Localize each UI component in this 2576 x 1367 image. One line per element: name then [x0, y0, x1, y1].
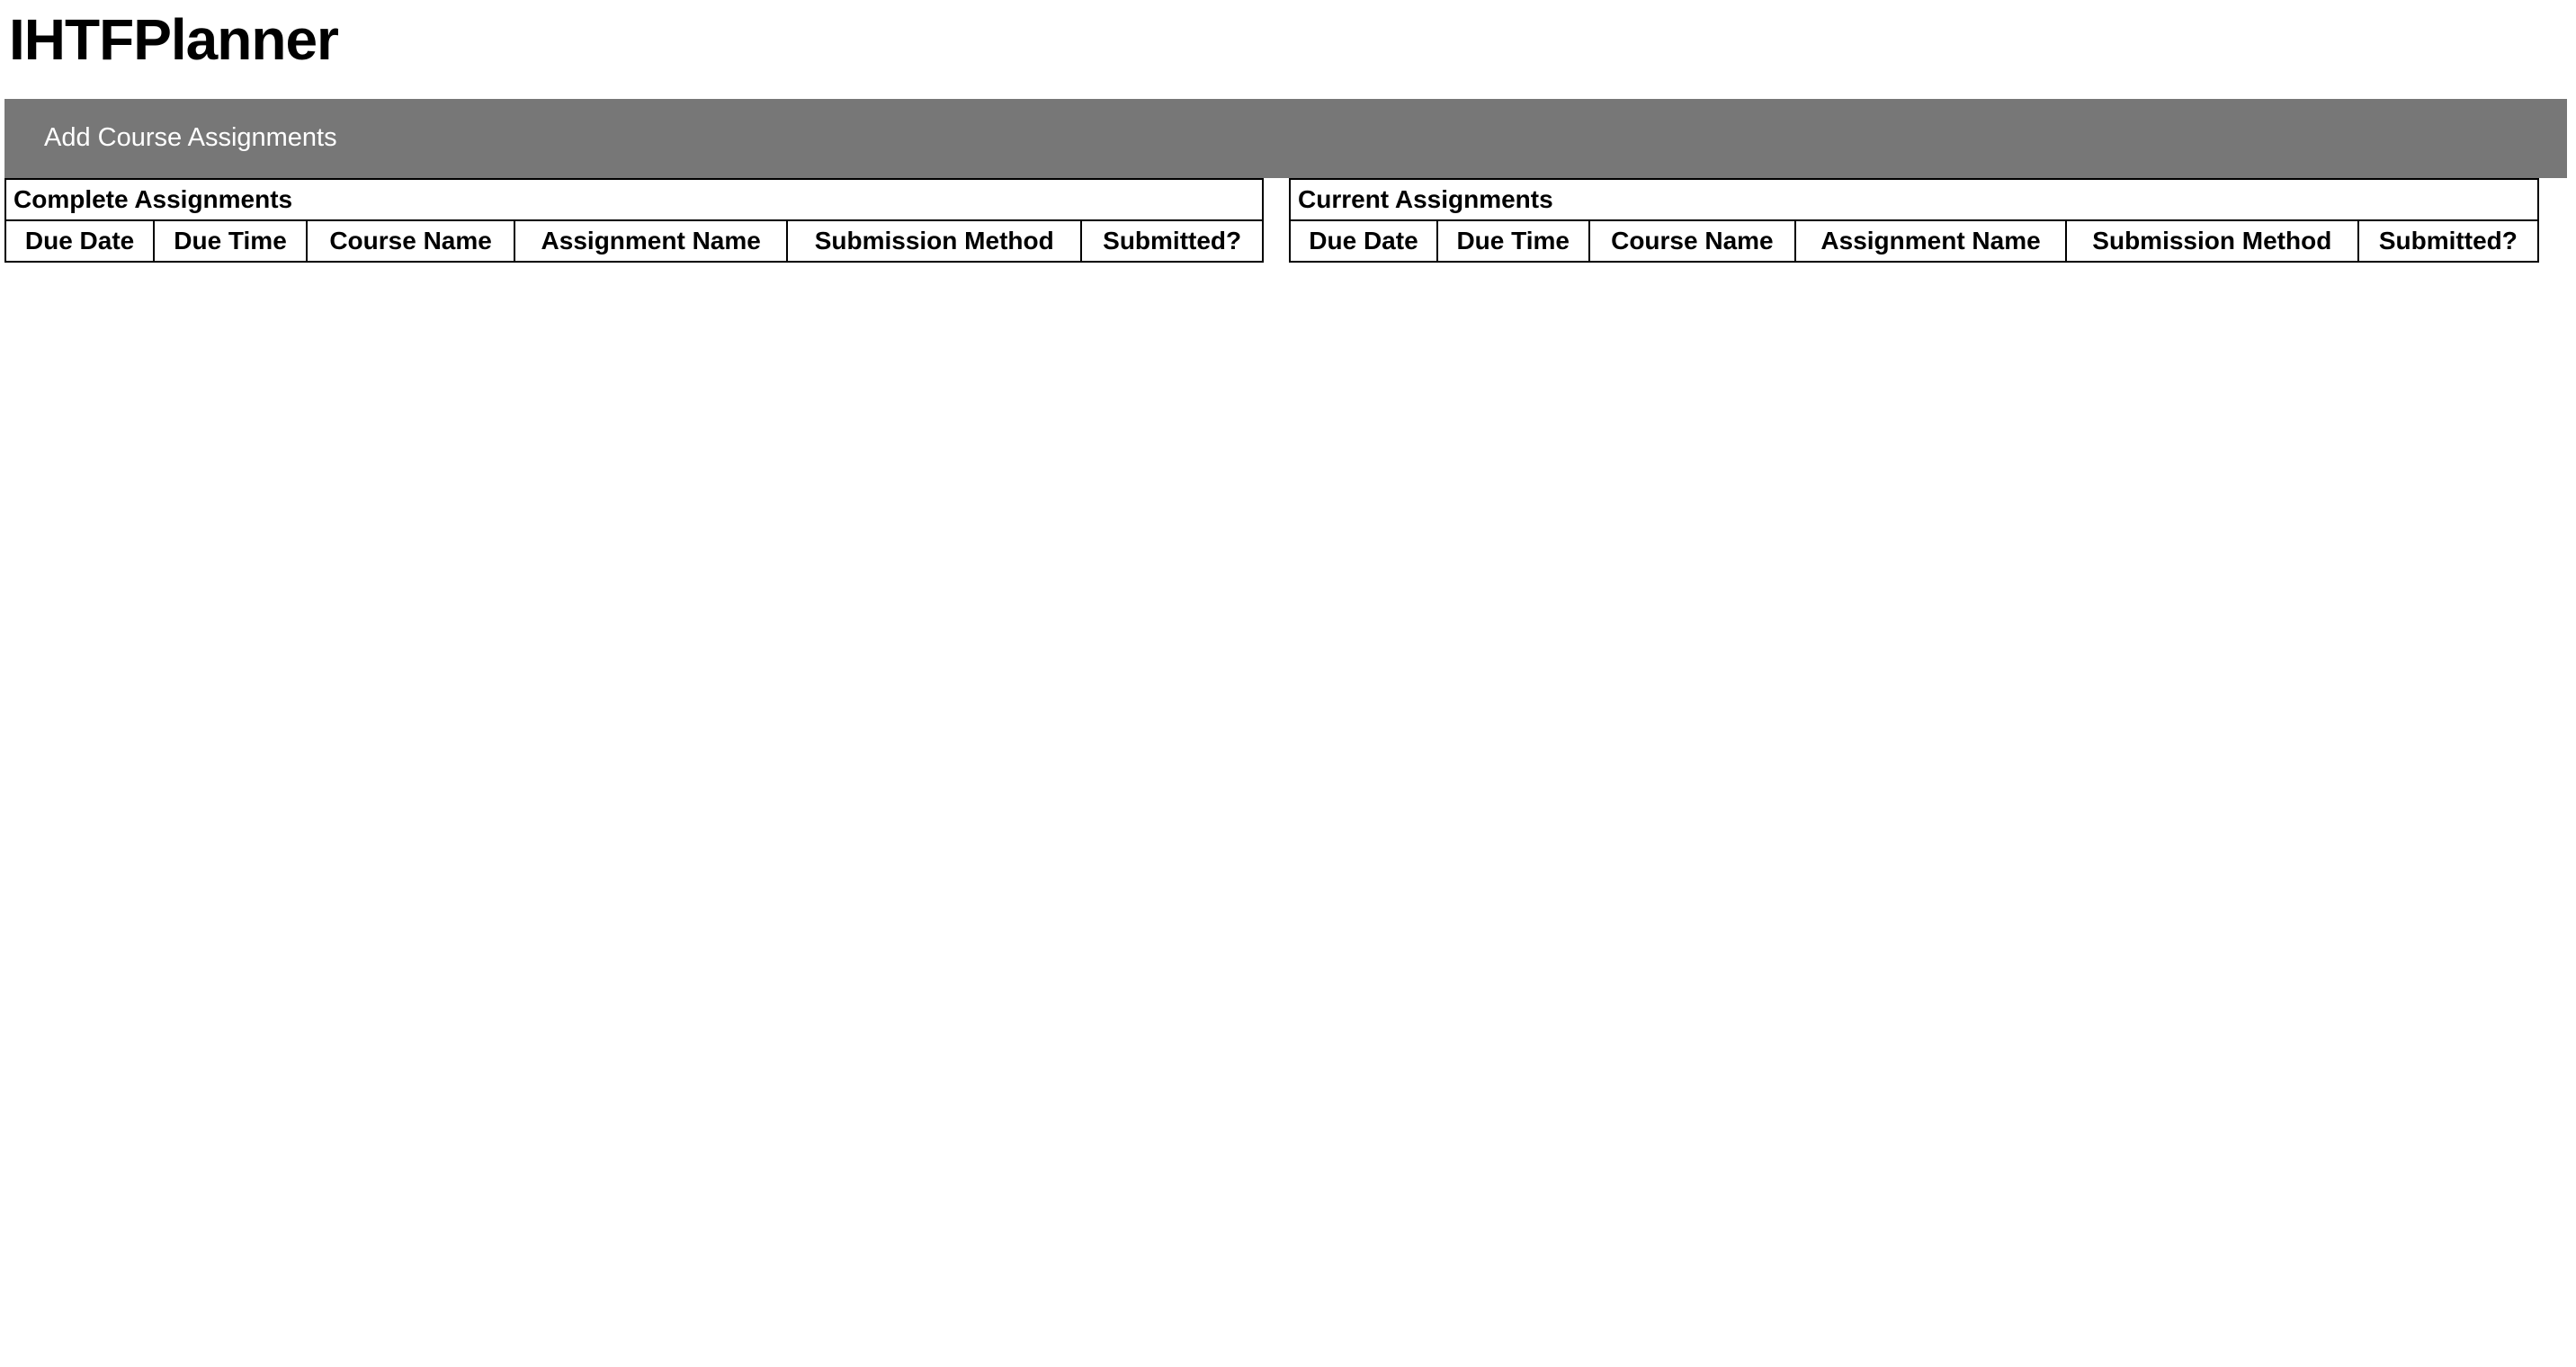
column-header-submitted: Submitted?	[1081, 220, 1263, 262]
complete-assignments-head	[5, 220, 1263, 262]
column-header-assignment-name: Assignment Name	[1795, 220, 2066, 262]
table-header-row	[5, 220, 1263, 262]
column-header-course-name: Course Name	[1589, 220, 1796, 262]
page-title: IHTFPlanner	[9, 7, 338, 72]
column-header-due-date: Due Date	[5, 220, 154, 262]
column-header-submitted: Submitted?	[2358, 220, 2538, 262]
column-header-course-name: Course Name	[307, 220, 514, 262]
column-header-submission-method: Submission Method	[787, 220, 1081, 262]
complete-assignments-section	[4, 178, 1264, 263]
current-assignments-caption: Current Assignments	[1289, 178, 2539, 219]
current-assignments-head	[1290, 220, 2538, 262]
complete-assignments-table	[4, 178, 1264, 263]
current-assignments-table	[1289, 178, 2539, 263]
column-header-due-time: Due Time	[154, 220, 307, 262]
table-header-row	[1290, 220, 2538, 262]
column-header-assignment-name: Assignment Name	[514, 220, 787, 262]
assignments-tables-row	[0, 178, 2576, 263]
current-assignments-section	[1289, 178, 2539, 263]
complete-assignments-caption: Complete Assignments	[4, 178, 1264, 219]
column-header-due-time: Due Time	[1437, 220, 1589, 262]
column-header-due-date: Due Date	[1290, 220, 1437, 262]
add-course-assignments-link[interactable]: Add Course Assignments	[44, 123, 337, 153]
toolbar	[4, 99, 2567, 178]
column-header-submission-method: Submission Method	[2066, 220, 2358, 262]
